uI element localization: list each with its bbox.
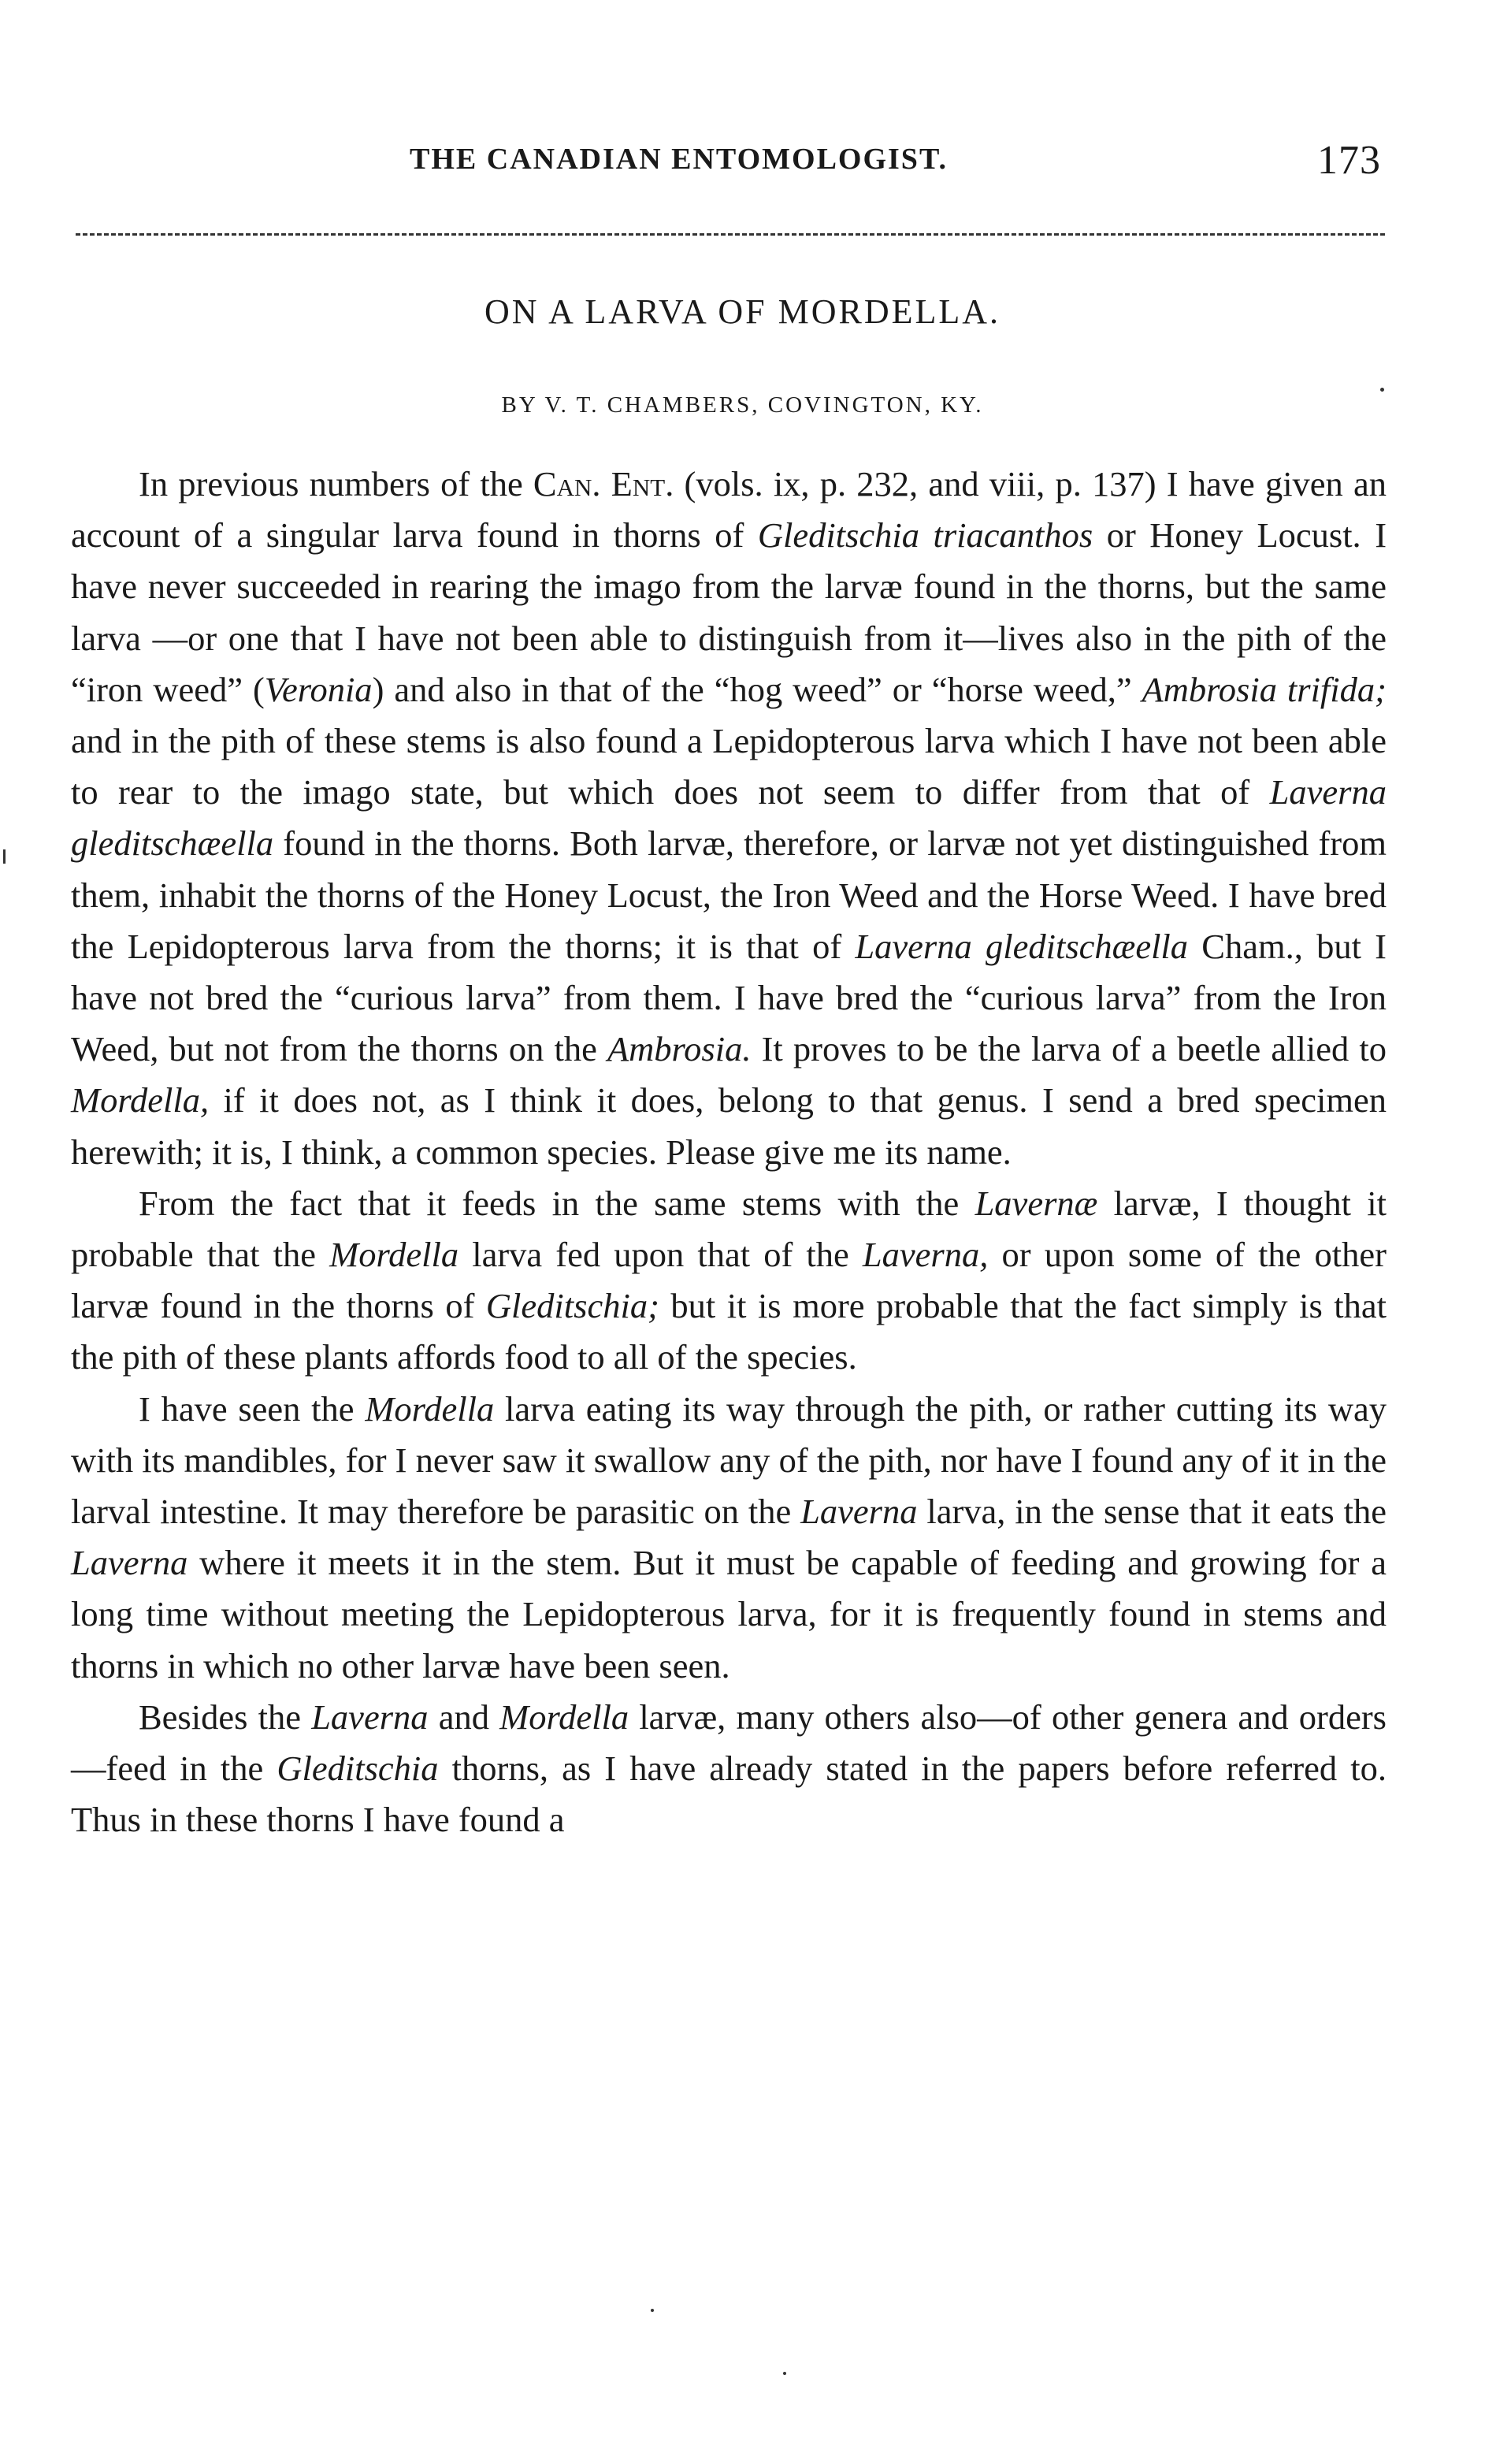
italic-term: Mordella — [499, 1697, 629, 1737]
text-run: or Honey Locust. I have never succeeded in rearing the imago from the larvæ found in the thorns, but the same larva —or one that I have not been able to distinguish from it—lives also in the pith of the “iron weed” ( — [71, 515, 1387, 709]
italic-term: Gleditschia; — [485, 1286, 659, 1326]
text-run: larva eating its way through the pith, or rather cutting its way with its mandibles, for I never saw it swallow any of the pith, nor have I found any of it in the larval intestine. It may therefore be parasitic on the — [71, 1388, 1387, 1532]
text-run: Besides the — [139, 1697, 312, 1737]
text-run: From the fact that it feeds in the same stems with the — [139, 1183, 975, 1223]
text-run: if it does not, as I think it does, belong to that genus. I send a bred specimen herewith; it is, I think, a common species. Please give me its name. — [71, 1080, 1387, 1172]
text-run: In previous numbers of the — [139, 464, 533, 504]
italic-term: Laverna — [71, 1543, 188, 1583]
text-run: Cham., but I have not bred the “curious larva” from them. I have bred the “curious larva” from the Iron Weed, but not from the thorns on the — [71, 926, 1387, 1069]
print-speck — [651, 2309, 654, 2312]
page-number: 173 — [1317, 138, 1381, 183]
journal-title: THE CANADIAN ENTOMOLOGIST. — [410, 143, 948, 176]
text-run: or upon some of the other larvæ found in the thorns of — [71, 1235, 1387, 1326]
article-body — [71, 459, 1387, 1845]
italic-term: Laverna — [800, 1492, 918, 1532]
text-run: larva, in the sense that it eats the — [917, 1492, 1387, 1532]
italic-term: Ambrosia trifida; — [1142, 669, 1387, 709]
italic-term: Mordella — [365, 1388, 495, 1429]
body-paragraph — [71, 1384, 1387, 1692]
text-run: I have seen the — [139, 1388, 366, 1429]
text-run: where it meets it in the stem. But it must be capable of feeding and growing for a long time without meeting the Lepidopterous larva, for it is frequently found in stems and thorns in which no other larvæ have been seen. — [71, 1543, 1387, 1685]
italic-term: Gleditschia triacanthos — [757, 515, 1093, 556]
text-run: (vols. ix, p. 232, and viii, p. 137) I have given an account of a singular larva found in thorns of — [71, 464, 1387, 556]
article-title: ON A LARVA OF MORDELLA. — [484, 292, 1001, 331]
small-caps-abbreviation: Can. Ent. — [533, 464, 674, 504]
body-paragraph — [71, 459, 1387, 1178]
italic-term: Veronia — [264, 669, 373, 709]
header-rule — [76, 233, 1385, 236]
italic-term: Laverna gleditschæella — [71, 772, 1387, 864]
italic-term: Lavernæ — [975, 1183, 1098, 1223]
text-run: found in the thorns. Both larvæ, therefore, or larvæ not yet distinguished from them, inhabit the thorns of the Honey Locust, the Iron Weed and the Horse Weed. I have bred the Lepidopterous larva from the thorns; it is that of — [71, 823, 1387, 966]
italic-term: Gleditschia — [277, 1749, 439, 1789]
italic-term: Mordella — [329, 1235, 459, 1275]
print-speck — [783, 2372, 786, 2375]
text-run: thorns, as I have already stated in the papers before referred to. Thus in these thorns I have found a — [71, 1749, 1387, 1840]
text-run: ) and also in that of the “hog weed” or “horse weed,” — [372, 669, 1142, 709]
italic-term: Mordella, — [71, 1080, 210, 1121]
text-run: and in the pith of these stems is also found a Lepidopterous larva which I have not been able to rear to the imago state, but which does not seem to differ from that of — [71, 721, 1387, 812]
print-speck — [1380, 388, 1384, 392]
body-paragraph — [71, 1178, 1387, 1384]
italic-term: Ambrosia. — [607, 1029, 752, 1069]
text-run: larvæ, many others also—of other genera and orders—feed in the — [71, 1697, 1387, 1789]
running-head — [0, 138, 1485, 197]
text-run: but it is more probable that the fact simply is that the pith of these plants affords food to all of the species. — [71, 1286, 1387, 1377]
print-speck — [3, 849, 6, 864]
italic-term: Laverna, — [862, 1235, 989, 1275]
text-run: larva fed upon that of the — [458, 1235, 863, 1275]
text-run: It proves to be the larva of a beetle allied to — [751, 1029, 1387, 1069]
body-paragraph — [71, 1692, 1387, 1846]
italic-term: Laverna gleditschæella — [855, 926, 1189, 966]
author-byline: BY V. T. CHAMBERS, COVINGTON, KY. — [501, 392, 984, 418]
text-run: and — [428, 1697, 500, 1737]
text-run: larvæ, I thought it probable that the — [71, 1183, 1387, 1275]
italic-term: Laverna — [311, 1697, 429, 1737]
